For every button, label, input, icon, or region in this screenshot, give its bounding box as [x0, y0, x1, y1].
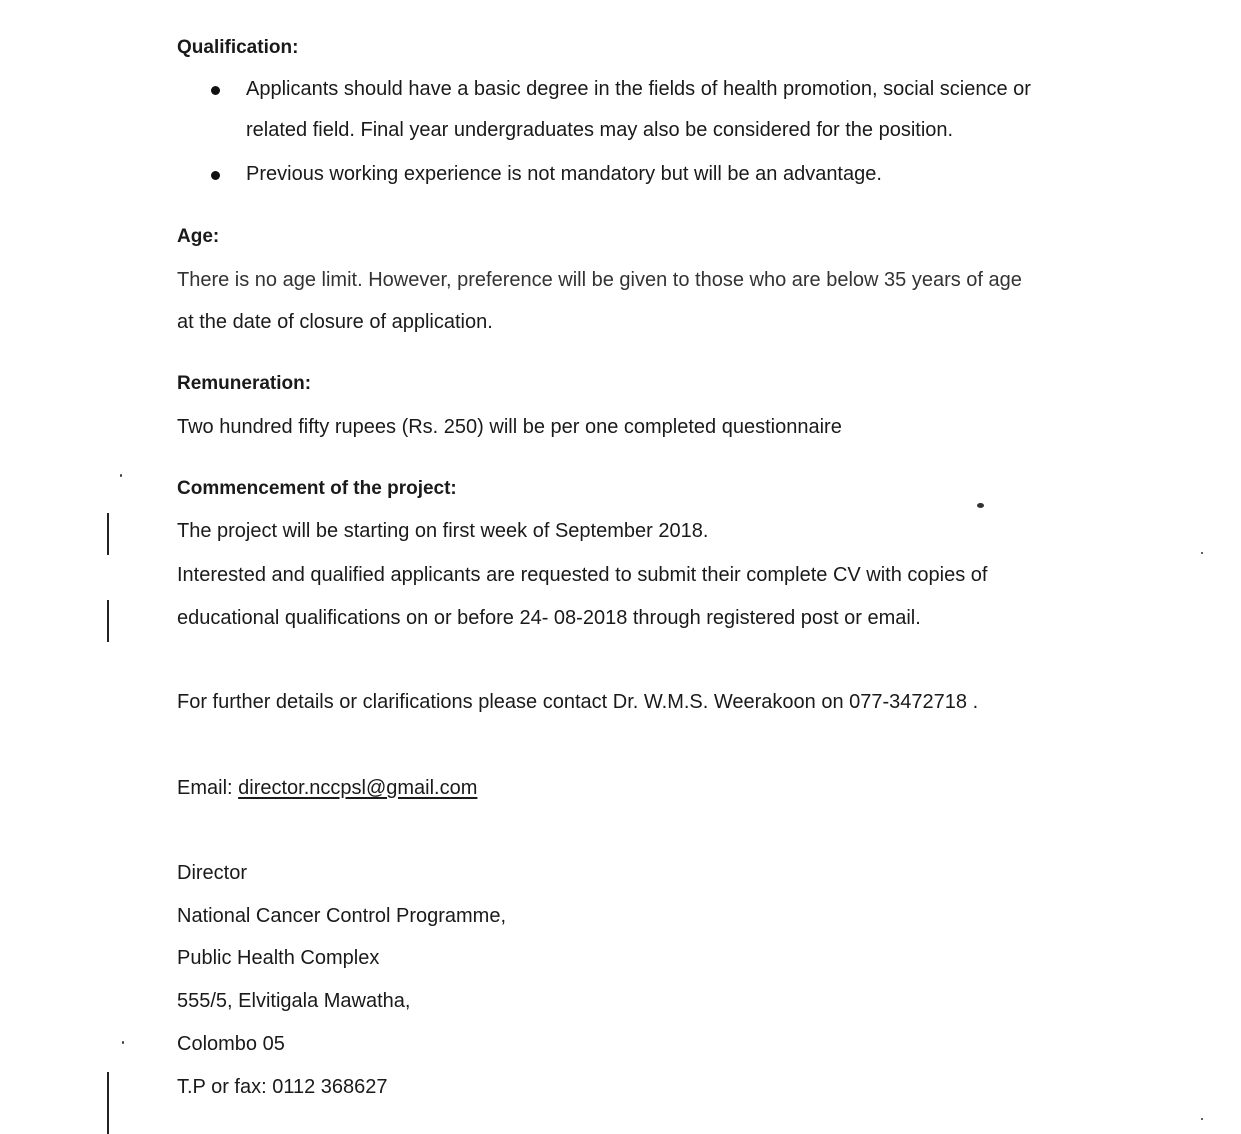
- bullet-dot: [211, 86, 220, 95]
- scan-speck: [1201, 1118, 1203, 1120]
- email-link[interactable]: director.nccpsl@gmail.com: [238, 777, 478, 799]
- section-heading-remuneration: Remuneration:: [177, 373, 312, 394]
- scan-mark: [107, 513, 109, 555]
- scan-mark: [107, 600, 109, 642]
- remuneration-text: Two hundred fifty rupees (Rs. 250) will be per one completed questionnaire: [177, 416, 842, 438]
- section-heading-age: Age:: [177, 226, 220, 247]
- commencement-start-text: The project will be starting on first week of September 2018.: [177, 520, 709, 542]
- bullet-dot: [211, 171, 220, 180]
- contact-text: For further details or clarifications please contact Dr. W.M.S. Weerakoon on 077-3472718 .: [177, 691, 979, 713]
- qualification-bullet-1-line-2: related field. Final year undergraduates may also be considered for the position.: [246, 119, 954, 141]
- scan-speck: [120, 474, 122, 477]
- email-label: Email:: [177, 777, 239, 799]
- address-line-street: 555/5, Elvitigala Mawatha,: [177, 990, 411, 1012]
- section-heading-qualification: Qualification:: [177, 37, 299, 58]
- qualification-bullet-1-line-1: Applicants should have a basic degree in the fields of health promotion, social science or: [246, 78, 1031, 100]
- scan-speck: [977, 503, 984, 508]
- age-text-line-2: at the date of closure of application.: [177, 311, 493, 333]
- email-line: [177, 776, 477, 800]
- scan-speck: [1201, 552, 1203, 554]
- age-text-line-1: There is no age limit. However, preference will be given to those who are below 35 years of age: [177, 269, 1022, 291]
- scan-mark: [107, 1072, 109, 1134]
- commencement-apply-line-1: Interested and qualified applicants are requested to submit their complete CV with copies of: [177, 564, 988, 586]
- commencement-apply-line-2: educational qualifications on or before 24- 08-2018 through registered post or email.: [177, 607, 921, 629]
- address-line-programme: National Cancer Control Programme,: [177, 905, 507, 927]
- scan-speck: [122, 1041, 124, 1044]
- address-line-complex: Public Health Complex: [177, 947, 380, 969]
- section-heading-commencement: Commencement of the project:: [177, 478, 457, 499]
- address-line-phone-fax: T.P or fax: 0112 368627: [177, 1076, 388, 1098]
- address-line-city: Colombo 05: [177, 1033, 285, 1055]
- qualification-bullet-2: Previous working experience is not mandatory but will be an advantage.: [246, 163, 882, 185]
- address-line-director: Director: [177, 862, 248, 884]
